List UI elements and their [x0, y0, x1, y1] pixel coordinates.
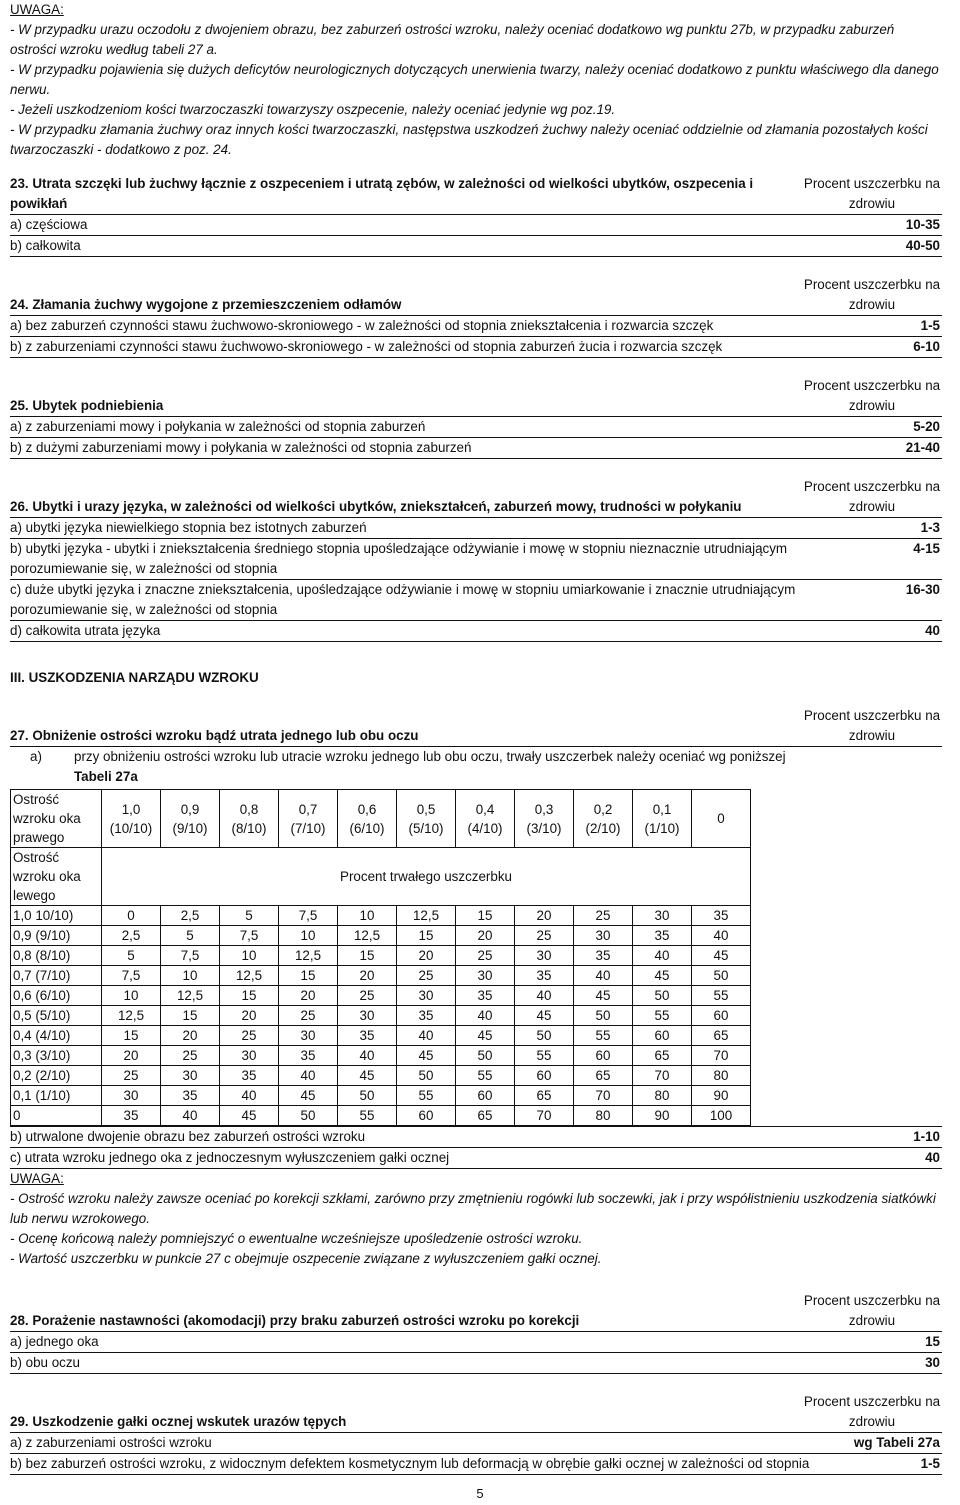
row-text: a) bez zaburzeń czynności stawu żuchwowo-skroniowego - w zależności od stopnia zniekształcenia i rozwarcia szczęk — [10, 318, 714, 333]
table-row — [10, 580, 942, 621]
left-eye-acuity: 0,3 (3/10) — [11, 1046, 102, 1066]
damage-percent: 40 — [220, 1086, 279, 1106]
damage-percent: 45 — [633, 966, 692, 986]
acuity-fraction: (4/10) — [467, 820, 503, 836]
damage-percent: 35 — [220, 1066, 279, 1086]
percent-header: Procent uszczerbku na zdrowiu — [803, 708, 941, 743]
damage-percent: 70 — [574, 1086, 633, 1106]
damage-percent: 80 — [574, 1106, 633, 1126]
table-row — [10, 215, 942, 236]
acuity-fraction: (6/10) — [349, 820, 385, 836]
damage-percent: 50 — [279, 1106, 338, 1126]
table-row — [10, 337, 942, 358]
right-eye-acuity — [279, 790, 338, 848]
damage-percent: 15 — [102, 1026, 161, 1046]
damage-percent: 40 — [161, 1106, 220, 1126]
acuity-value: 1,0 — [121, 801, 141, 817]
damage-percent: 80 — [692, 1066, 751, 1086]
damage-percent: 65 — [515, 1086, 574, 1106]
damage-percent: 10 — [220, 946, 279, 966]
acuity-value: 0,6 — [357, 801, 377, 817]
permanent-damage-label: Procent trwałego uszczerbku — [102, 848, 751, 906]
damage-percent: 40 — [692, 926, 751, 946]
damage-percent: 35 — [633, 926, 692, 946]
right-eye-acuity — [456, 790, 515, 848]
damage-percent: 35 — [515, 966, 574, 986]
right-eye-acuity — [574, 790, 633, 848]
row-text: c) duże ubytki języka i znaczne zniekształcenia, upośledzające odżywianie i mowę w stopniu umiarkowanie i znacznie utrudniającym porozumiewanie się, w zależności od stopnia — [10, 582, 796, 617]
damage-percent: 30 — [515, 946, 574, 966]
acuity-row — [11, 1086, 751, 1106]
damage-percent: 30 — [338, 1006, 397, 1026]
damage-percent: 65 — [633, 1046, 692, 1066]
row-text: b) z zaburzeniami czynności stawu żuchwowo-skroniowego - w zależności od stopnia zaburzeń żucia i rozwarcia szczęk — [10, 339, 723, 354]
document-page — [10, 0, 942, 1475]
acuity-value: 0,5 — [416, 801, 436, 817]
damage-percent: 12,5 — [338, 926, 397, 946]
left-eye-acuity: 0,9 (9/10) — [11, 926, 102, 946]
damage-percent: 7,5 — [220, 926, 279, 946]
damage-percent: 45 — [515, 1006, 574, 1026]
damage-percent: 15 — [161, 1006, 220, 1026]
item-prefix: a) — [30, 749, 42, 764]
acuity-fraction: (7/10) — [290, 820, 326, 836]
acuity-fraction: (8/10) — [231, 820, 267, 836]
damage-percent: 60 — [692, 1006, 751, 1026]
acuity-header-row — [11, 790, 751, 848]
damage-percent: 30 — [102, 1086, 161, 1106]
damage-percent: 40 — [456, 1006, 515, 1026]
acuity-fraction: (10/10) — [109, 820, 153, 836]
damage-percent: 20 — [161, 1026, 220, 1046]
table-row — [10, 1353, 942, 1374]
left-eye-acuity: 0,1 (1/10) — [11, 1086, 102, 1106]
section-header — [10, 275, 942, 316]
acuity-value: 0,9 — [180, 801, 200, 817]
damage-percent: 10 — [279, 926, 338, 946]
damage-percent: 55 — [515, 1046, 574, 1066]
damage-percent: 35 — [161, 1086, 220, 1106]
damage-percent: 5 — [220, 906, 279, 926]
row-text: a) z zaburzeniami ostrości wzroku — [10, 1435, 212, 1450]
row-text: a) z zaburzeniami mowy i połykania w zależności od stopnia zaburzeń — [10, 419, 426, 434]
damage-percent: 2,5 — [161, 906, 220, 926]
left-eye-acuity: 0 — [11, 1106, 102, 1126]
section-header — [10, 376, 942, 417]
table-row — [10, 539, 942, 580]
damage-percent: 25 — [279, 1006, 338, 1026]
table-row — [10, 621, 942, 642]
damage-percent: 45 — [279, 1086, 338, 1106]
section-25 — [10, 376, 942, 459]
left-eye-acuity: 0,4 (4/10) — [11, 1026, 102, 1046]
damage-percent: 25 — [456, 946, 515, 966]
uwaga-block-1 — [10, 0, 942, 160]
damage-percent: 15 — [397, 926, 456, 946]
uwaga-line: - Wartość uszczerbku w punkcie 27 c obejmuje oszpecenie związane z wyłuszczeniem gałki ocznej. — [10, 1251, 602, 1266]
damage-percent: 45 — [220, 1106, 279, 1126]
percent-header: Procent uszczerbku na zdrowiu — [803, 1394, 941, 1429]
damage-percent: 25 — [397, 966, 456, 986]
section-header — [10, 1291, 942, 1332]
left-eye-acuity: 0,7 (7/10) — [11, 966, 102, 986]
damage-percent: 55 — [574, 1026, 633, 1046]
row-value: 6-10 — [913, 339, 940, 354]
row-value: 5-20 — [913, 419, 940, 434]
damage-percent: 90 — [633, 1106, 692, 1126]
damage-percent: 55 — [692, 986, 751, 1006]
acuity-value: 0,3 — [534, 801, 554, 817]
row-value: 30 — [925, 1355, 940, 1370]
damage-percent: 40 — [397, 1026, 456, 1046]
damage-percent: 50 — [338, 1086, 397, 1106]
damage-percent: 50 — [515, 1026, 574, 1046]
section-title: 28. Porażenie nastawności (akomodacji) przy braku zaburzeń ostrości wzroku po korekcji — [10, 1313, 580, 1328]
damage-percent: 35 — [456, 986, 515, 1006]
section-header — [10, 174, 942, 215]
section-27 — [10, 706, 942, 1169]
row-text: b) bez zaburzeń ostrości wzroku, z widocznym defektem kosmetycznym lub deformacją w obrębie gałki ocznej w zależności od stopnia — [10, 1456, 810, 1471]
damage-percent: 55 — [456, 1066, 515, 1086]
damage-percent: 15 — [220, 986, 279, 1006]
acuity-row — [11, 946, 751, 966]
damage-percent: 30 — [574, 926, 633, 946]
damage-percent: 12,5 — [279, 946, 338, 966]
damage-percent: 70 — [692, 1046, 751, 1066]
acuity-value: 0,4 — [475, 801, 495, 817]
damage-percent: 45 — [692, 946, 751, 966]
percent-header: Procent uszczerbku na zdrowiu — [803, 176, 941, 211]
damage-percent: 10 — [102, 986, 161, 1006]
damage-percent: 65 — [456, 1106, 515, 1126]
left-eye-acuity: 0,6 (6/10) — [11, 986, 102, 1006]
section-24 — [10, 275, 942, 358]
acuity-row — [11, 1026, 751, 1046]
row-text: b) ubytki języka - ubytki i zniekształcenia średniego stopnia upośledzające odżywianie i mowę w stopniu nieznacznie utrudniającym porozumiewanie się, w zależności od stopnia — [10, 541, 788, 576]
row-value: 16-30 — [905, 582, 940, 597]
acuity-table — [10, 789, 751, 1126]
acuity-row — [11, 1006, 751, 1026]
damage-percent: 35 — [102, 1106, 161, 1126]
damage-percent: 25 — [102, 1066, 161, 1086]
uwaga-block-2 — [10, 1169, 942, 1269]
right-eye-acuity — [220, 790, 279, 848]
row-text: a) jednego oka — [10, 1334, 99, 1349]
damage-percent: 20 — [338, 966, 397, 986]
acuity-row — [11, 1046, 751, 1066]
acuity-fraction: (3/10) — [526, 820, 562, 836]
damage-percent: 10 — [338, 906, 397, 926]
damage-percent: 45 — [456, 1026, 515, 1046]
uwaga-line: - Ocenę końcową należy pomniejszyć o ewentualne wcześniejsze upośledzenie ostrości wzroku. — [10, 1231, 583, 1246]
left-eye-acuity: 0,8 (8/10) — [11, 946, 102, 966]
damage-percent: 20 — [456, 926, 515, 946]
row-value: wg Tabeli 27a — [853, 1435, 940, 1450]
right-eye-acuity — [161, 790, 220, 848]
row-value: 1-5 — [920, 318, 940, 333]
section-28 — [10, 1291, 942, 1374]
row-text: b) całkowita — [10, 238, 81, 253]
row-text: a) częściowa — [10, 217, 88, 232]
section-title: 24. Złamania żuchwy wygojone z przemieszczeniem odłamów — [10, 297, 402, 312]
section-header — [10, 1392, 942, 1433]
chapter-heading: III. USZKODZENIA NARZĄDU WZROKU — [10, 670, 259, 685]
damage-percent: 45 — [338, 1066, 397, 1086]
section-title: 29. Uszkodzenie gałki ocznej wskutek urazów tępych — [10, 1414, 347, 1429]
right-eye-acuity — [397, 790, 456, 848]
table-row — [10, 236, 942, 257]
section-29 — [10, 1392, 942, 1475]
row-value: 40 — [925, 1150, 940, 1165]
damage-percent: 25 — [574, 906, 633, 926]
section-header — [10, 706, 942, 747]
damage-percent: 70 — [515, 1106, 574, 1126]
damage-percent: 50 — [633, 986, 692, 1006]
damage-percent: 35 — [692, 906, 751, 926]
damage-percent: 50 — [397, 1066, 456, 1086]
damage-percent: 15 — [279, 966, 338, 986]
damage-percent: 60 — [515, 1066, 574, 1086]
table-row — [10, 1454, 942, 1475]
damage-percent: 30 — [161, 1066, 220, 1086]
acuity-row — [11, 966, 751, 986]
right-eye-acuity — [692, 790, 751, 848]
acuity-row — [11, 1106, 751, 1126]
damage-percent: 45 — [397, 1046, 456, 1066]
item-text — [74, 747, 942, 787]
acuity-row — [11, 906, 751, 926]
right-eye-label: Ostrość wzroku oka prawego — [11, 790, 102, 848]
section-header — [10, 477, 942, 518]
section-title: 26. Ubytki i urazy języka, w zależności od wielkości ubytków, zniekształceń, zaburzeń mowy, trudności w połykaniu — [10, 499, 742, 514]
damage-percent: 30 — [220, 1046, 279, 1066]
acuity-value: 0 — [717, 811, 725, 826]
right-eye-acuity — [633, 790, 692, 848]
table-row — [10, 518, 942, 539]
section-26 — [10, 477, 942, 642]
damage-percent: 35 — [279, 1046, 338, 1066]
damage-percent: 20 — [102, 1046, 161, 1066]
right-eye-acuity — [515, 790, 574, 848]
damage-percent: 80 — [633, 1086, 692, 1106]
damage-percent: 55 — [633, 1006, 692, 1026]
acuity-row — [11, 926, 751, 946]
damage-percent: 100 — [692, 1106, 751, 1126]
damage-percent: 70 — [633, 1066, 692, 1086]
damage-percent: 35 — [574, 946, 633, 966]
row-value: 1-3 — [920, 520, 940, 535]
acuity-fraction: (1/10) — [644, 820, 680, 836]
table-ref: Tabeli 27a — [74, 769, 138, 784]
damage-percent: 0 — [102, 906, 161, 926]
left-eye-acuity: 0,5 (5/10) — [11, 1006, 102, 1026]
damage-percent: 60 — [456, 1086, 515, 1106]
acuity-value: 0,7 — [298, 801, 318, 817]
damage-percent: 30 — [397, 986, 456, 1006]
percent-header: Procent uszczerbku na zdrowiu — [803, 378, 941, 413]
damage-percent: 60 — [397, 1106, 456, 1126]
page-number: 5 — [476, 1486, 484, 1501]
left-eye-label: Ostrość wzroku oka lewego — [11, 848, 102, 906]
damage-percent: 50 — [456, 1046, 515, 1066]
acuity-fraction: (5/10) — [408, 820, 444, 836]
row-value: 1-5 — [920, 1456, 940, 1471]
damage-percent: 40 — [515, 986, 574, 1006]
acuity-row — [11, 986, 751, 1006]
damage-percent: 25 — [338, 986, 397, 1006]
acuity-fraction: (2/10) — [585, 820, 621, 836]
left-eye-acuity: 0,2 (2/10) — [11, 1066, 102, 1086]
right-eye-acuity — [338, 790, 397, 848]
damage-percent: 40 — [338, 1046, 397, 1066]
table-row — [10, 417, 942, 438]
damage-percent: 12,5 — [161, 986, 220, 1006]
uwaga-heading: UWAGA: — [10, 1171, 64, 1186]
damage-percent: 60 — [574, 1046, 633, 1066]
item-27a — [10, 747, 942, 787]
uwaga-heading: UWAGA: — [10, 2, 64, 17]
uwaga-line: - W przypadku pojawienia się dużych deficytów neurologicznych dotyczących unerwienia twarzy, należy oceniać dodatkowo z punktu właściwego dla danego nerwu. — [10, 62, 939, 97]
percent-header: Procent uszczerbku na zdrowiu — [803, 479, 941, 514]
damage-percent: 40 — [279, 1066, 338, 1086]
damage-percent: 12,5 — [397, 906, 456, 926]
damage-percent: 7,5 — [102, 966, 161, 986]
damage-percent: 40 — [574, 966, 633, 986]
row-value: 1-10 — [913, 1129, 940, 1144]
damage-percent: 40 — [633, 946, 692, 966]
damage-percent: 20 — [515, 906, 574, 926]
damage-percent: 12,5 — [220, 966, 279, 986]
damage-percent: 15 — [456, 906, 515, 926]
damage-percent: 60 — [633, 1026, 692, 1046]
damage-percent: 15 — [338, 946, 397, 966]
damage-percent: 10 — [161, 966, 220, 986]
percent-header: Procent uszczerbku na zdrowiu — [803, 277, 941, 312]
damage-percent: 65 — [574, 1066, 633, 1086]
section-title: 27. Obniżenie ostrości wzroku bądź utrata jednego lub obu oczu — [10, 728, 419, 743]
table-row — [10, 1148, 942, 1169]
damage-percent: 50 — [574, 1006, 633, 1026]
damage-percent: 25 — [161, 1046, 220, 1066]
damage-percent: 35 — [397, 1006, 456, 1026]
row-value: 21-40 — [905, 440, 940, 455]
acuity-row — [11, 1066, 751, 1086]
damage-percent: 2,5 — [102, 926, 161, 946]
damage-percent: 7,5 — [161, 946, 220, 966]
damage-percent: 20 — [220, 1006, 279, 1026]
acuity-fraction: (9/10) — [172, 820, 208, 836]
table-row — [10, 316, 942, 337]
table-row — [10, 1433, 942, 1454]
uwaga-line: - W przypadku złamania żuchwy oraz innych kości twarzoczaszki, następstwa uszkodzeń żuchwy należy oceniać oddzielnie od złamania pozostałych kości twarzoczaszki - dodatkowo z poz. 24. — [10, 122, 928, 157]
damage-percent: 30 — [279, 1026, 338, 1046]
damage-percent: 25 — [220, 1026, 279, 1046]
damage-percent: 55 — [338, 1106, 397, 1126]
damage-percent: 45 — [574, 986, 633, 1006]
row-value: 15 — [925, 1334, 940, 1349]
uwaga-line: - W przypadku urazu oczodołu z dwojeniem obrazu, bez zaburzeń ostrości wzroku, należy oceniać dodatkowo wg punktu 27b, w przypadku zaburzeń ostrości wzroku według tabeli 27 a. — [10, 22, 895, 57]
left-eye-acuity: 1,0 10/10) — [11, 906, 102, 926]
row-value: 40-50 — [905, 238, 940, 253]
row-value: 4-15 — [913, 541, 940, 556]
section-23 — [10, 174, 942, 257]
damage-percent: 65 — [692, 1026, 751, 1046]
table-row — [10, 1126, 942, 1148]
right-eye-acuity — [102, 790, 161, 848]
damage-percent: 35 — [338, 1026, 397, 1046]
damage-percent: 30 — [633, 906, 692, 926]
damage-percent: 50 — [692, 966, 751, 986]
row-value: 40 — [925, 623, 940, 638]
row-text: b) obu oczu — [10, 1355, 80, 1370]
damage-percent: 20 — [279, 986, 338, 1006]
damage-percent: 7,5 — [279, 906, 338, 926]
item-27a-text: przy obniżeniu ostrości wzroku lub utracie wzroku jednego lub obu oczu, trwały uszczerbek należy oceniać wg poniższej — [74, 749, 786, 764]
damage-percent: 90 — [692, 1086, 751, 1106]
percent-header: Procent uszczerbku na zdrowiu — [803, 1293, 941, 1328]
damage-percent: 20 — [397, 946, 456, 966]
damage-percent: 5 — [161, 926, 220, 946]
damage-percent: 30 — [456, 966, 515, 986]
damage-percent: 55 — [397, 1086, 456, 1106]
uwaga-line: - Ostrość wzroku należy zawsze oceniać po korekcji szkłami, zarówno przy zmętnieniu rogówki lub soczewki, jak i przy współistnieniu uszkodzenia siatkówki lub nerwu wzrokowego. — [10, 1191, 936, 1226]
row-text: b) utrwalone dwojenie obrazu bez zaburzeń ostrości wzroku — [10, 1129, 366, 1144]
acuity-left-label-row — [11, 848, 751, 906]
table-row — [10, 1332, 942, 1353]
acuity-value: 0,8 — [239, 801, 259, 817]
uwaga-line: - Jeżeli uszkodzeniom kości twarzoczaszki towarzyszy oszpecenie, należy oceniać jedynie wg poz.19. — [10, 102, 616, 117]
damage-percent: 5 — [102, 946, 161, 966]
row-text: c) utrata wzroku jednego oka z jednoczesnym wyłuszczeniem gałki ocznej — [10, 1150, 450, 1165]
section-title: 25. Ubytek podniebienia — [10, 398, 164, 413]
damage-percent: 25 — [515, 926, 574, 946]
section-title: 23. Utrata szczęki lub żuchwy łącznie z oszpeceniem i utratą zębów, w zależności od wielkości ubytków, oszpecenia i powikłań — [10, 176, 754, 211]
row-text: a) ubytki języka niewielkiego stopnia bez istotnych zaburzeń — [10, 520, 367, 535]
acuity-value: 0,2 — [593, 801, 613, 817]
acuity-value: 0,1 — [652, 801, 672, 817]
damage-percent: 12,5 — [102, 1006, 161, 1026]
table-row — [10, 438, 942, 459]
row-value: 10-35 — [905, 217, 940, 232]
row-text: b) z dużymi zaburzeniami mowy i połykania w zależności od stopnia zaburzeń — [10, 440, 472, 455]
row-text: d) całkowita utrata języka — [10, 623, 161, 638]
